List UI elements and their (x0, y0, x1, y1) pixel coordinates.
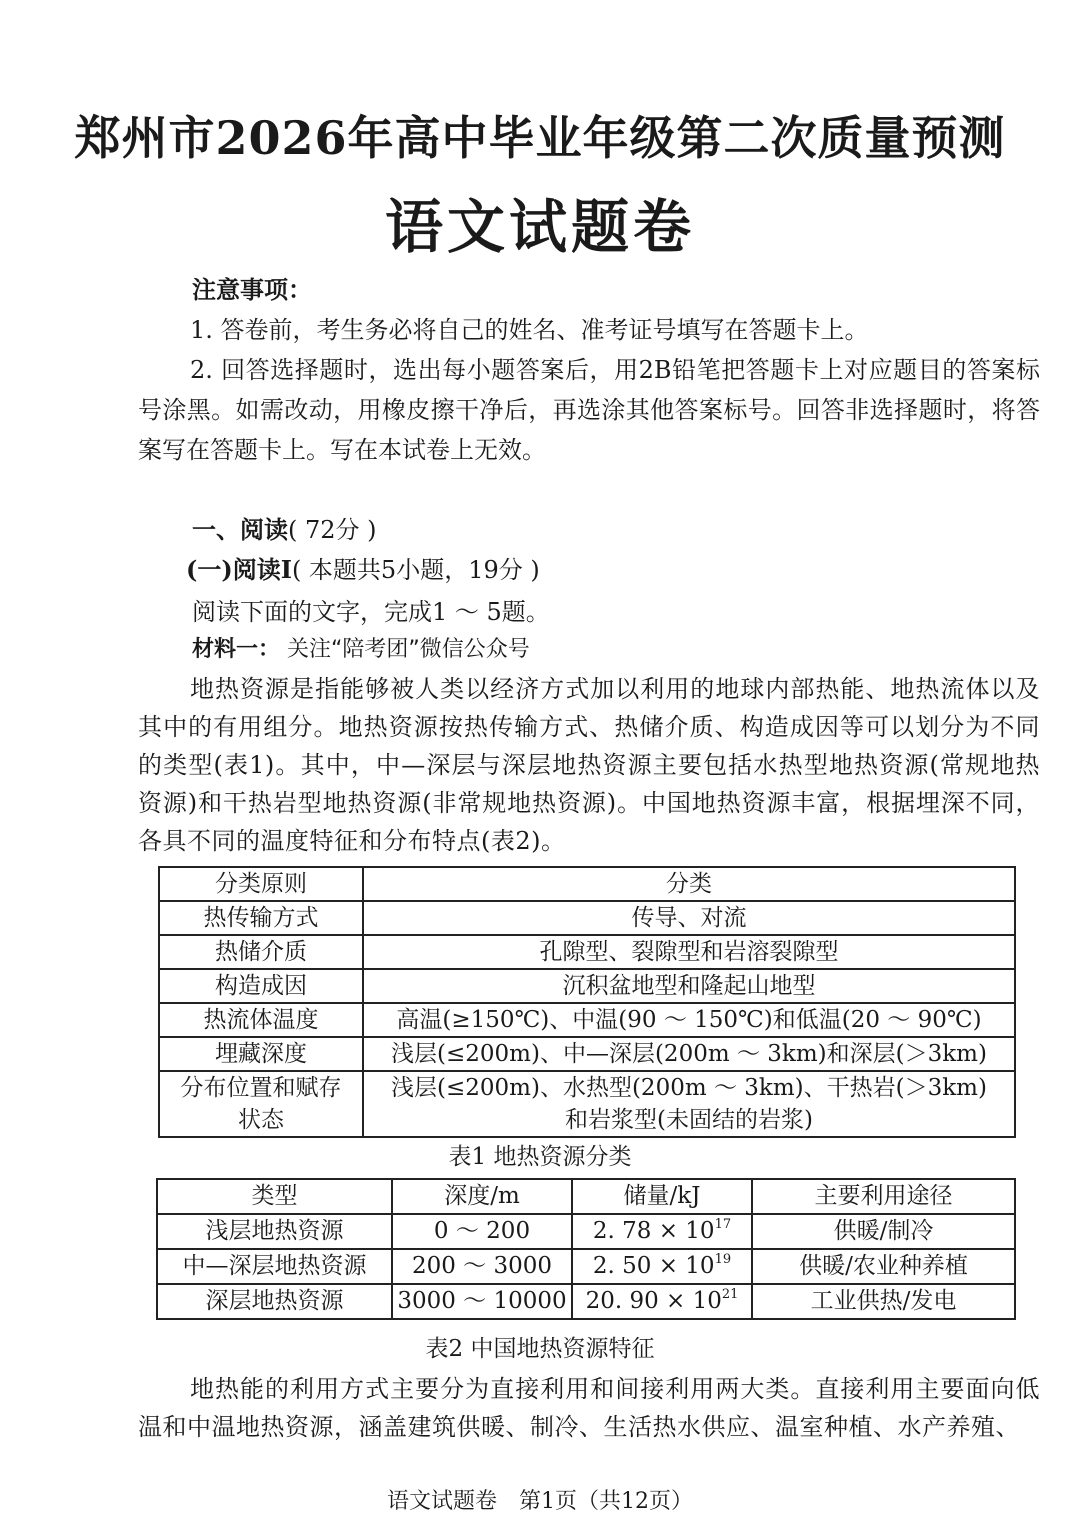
table-cell: 浅层(≤200m)、水热型(200m ～ 3km)、干热岩(＞3km)和岩浆型(未固结的岩浆) (363, 1071, 1015, 1137)
classification-table (158, 866, 1016, 1138)
table-header-row (157, 1179, 1015, 1214)
body-paragraph-2: 地热能的利用方式主要分为直接利用和间接利用两大类。直接利用主要面向低温和中温地热资源，涵盖建筑供暖、制冷、生活热水供应、温室种植、水产养殖、 (138, 1375, 1040, 1441)
table-header-row (159, 867, 1015, 901)
table-cell: 200 ～ 3000 (392, 1249, 572, 1284)
reserve-exponent: 19 (714, 1252, 732, 1267)
table-cell: 分布位置和赋存状态 (159, 1071, 363, 1137)
table-cell: 供暖/制冷 (752, 1214, 1015, 1249)
subsection-heading (186, 550, 540, 585)
table-cell: 传导、对流 (363, 901, 1015, 935)
table-header-cell: 储量/kJ (572, 1179, 752, 1214)
section-heading-score: ( 72分 ) (288, 516, 377, 544)
reserve-base: 2. 78 × 10 (592, 1218, 715, 1244)
table-cell: 沉积盆地型和隆起山地型 (363, 969, 1015, 1003)
exam-subtitle: 语文试题卷 (384, 193, 695, 261)
table-cell: 高温(≥150℃)、中温(90 ～ 150℃)和低温(20 ～ 90℃) (363, 1003, 1015, 1037)
table-cell (572, 1284, 752, 1319)
table-cell: 0 ～ 200 (392, 1214, 572, 1249)
table-cell (572, 1214, 752, 1249)
table-row (159, 1037, 1015, 1071)
table-row (159, 1003, 1015, 1037)
table-cell: 中—深层地热资源 (157, 1249, 392, 1284)
section-heading (192, 510, 377, 545)
subsection-heading-bold: (一)阅读Ⅰ (186, 555, 292, 584)
table-row (159, 901, 1015, 935)
table-cell: 工业供热/发电 (752, 1284, 1015, 1319)
table-cell: 热传输方式 (159, 901, 363, 935)
page-footer: 语文试题卷 第1页（共12页） (387, 1489, 693, 1514)
table-row (157, 1214, 1015, 1249)
table2-caption: 表2 中国地热资源特征 (425, 1336, 655, 1362)
table-cell: 深层地热资源 (157, 1284, 392, 1319)
section-heading-bold: 一、阅读 (192, 515, 288, 544)
table-header-cell: 主要利用途径 (752, 1179, 1015, 1214)
table-cell: 浅层(≤200m)、中—深层(200m ～ 3km)和深层(＞3km) (363, 1037, 1015, 1071)
table-header-cell: 深度/m (392, 1179, 572, 1214)
table-header-cell: 类型 (157, 1179, 392, 1214)
table-cell: 热流体温度 (159, 1003, 363, 1037)
notice-heading: 注意事项： (192, 275, 312, 304)
table-cell: 浅层地热资源 (157, 1214, 392, 1249)
table-row (157, 1249, 1015, 1284)
table-cell: 热储介质 (159, 935, 363, 969)
notice-item-2: 2. 回答选择题时，选出每小题答案后，用2B铅笔把答题卡上对应题目的答案标号涂黑。如需改动，用橡皮擦干净后，再选涂其他答案标号。回答非选择题时，将答案写在答题卡上。写在本试卷上无效。 (138, 356, 1040, 464)
resource-features-table (156, 1178, 1016, 1320)
notice-item-1: 1. 答卷前，考生务必将自己的姓名、准考证号填写在答题卡上。 (190, 316, 869, 344)
table-row (157, 1284, 1015, 1319)
reserve-base: 20. 90 × 10 (585, 1288, 722, 1314)
table-cell: 3000 ～ 10000 (392, 1284, 572, 1319)
material-label-bold: 材料一： (192, 637, 281, 662)
table-cell (572, 1249, 752, 1284)
exam-title: 郑州市2026年高中毕业年级第二次质量预测 (74, 111, 1006, 165)
table-header-cell: 分类原则 (159, 867, 363, 901)
material-label (192, 632, 530, 663)
body-paragraph-1: 地热资源是指能够被人类以经济方式加以利用的地球内部热能、地热流体以及其中的有用组分。地热资源按热传输方式、热储介质、构造成因等可以划分为不同的类型(表1)。其中，中—深层与深层地热资源主要包括水热型地热资源(常规地热资源)和干热岩型地热资源(非常规地热资源)。中国地热资源丰富，根据埋深不同，各具不同的温度特征和分布特点(表2)。 (138, 675, 1040, 855)
reserve-base: 2. 50 × 10 (592, 1253, 715, 1279)
table-cell: 埋藏深度 (159, 1037, 363, 1071)
table-row (159, 935, 1015, 969)
reserve-exponent: 17 (714, 1217, 732, 1232)
table-cell: 构造成因 (159, 969, 363, 1003)
reserve-exponent: 21 (721, 1287, 739, 1302)
reading-instruction: 阅读下面的文字，完成1 ～ 5题。 (192, 598, 550, 626)
table-row (159, 969, 1015, 1003)
table-cell: 供暖/农业种养植 (752, 1249, 1015, 1284)
table-row (159, 1071, 1015, 1137)
subsection-heading-score: ( 本题共5小题，19分 ) (291, 556, 540, 584)
table-cell: 孔隙型、裂隙型和岩溶裂隙型 (363, 935, 1015, 969)
material-label-text: 关注“陪考团”微信公众号 (287, 637, 530, 662)
table-header-cell: 分类 (363, 867, 1015, 901)
table1-caption: 表1 地热资源分类 (448, 1144, 632, 1170)
